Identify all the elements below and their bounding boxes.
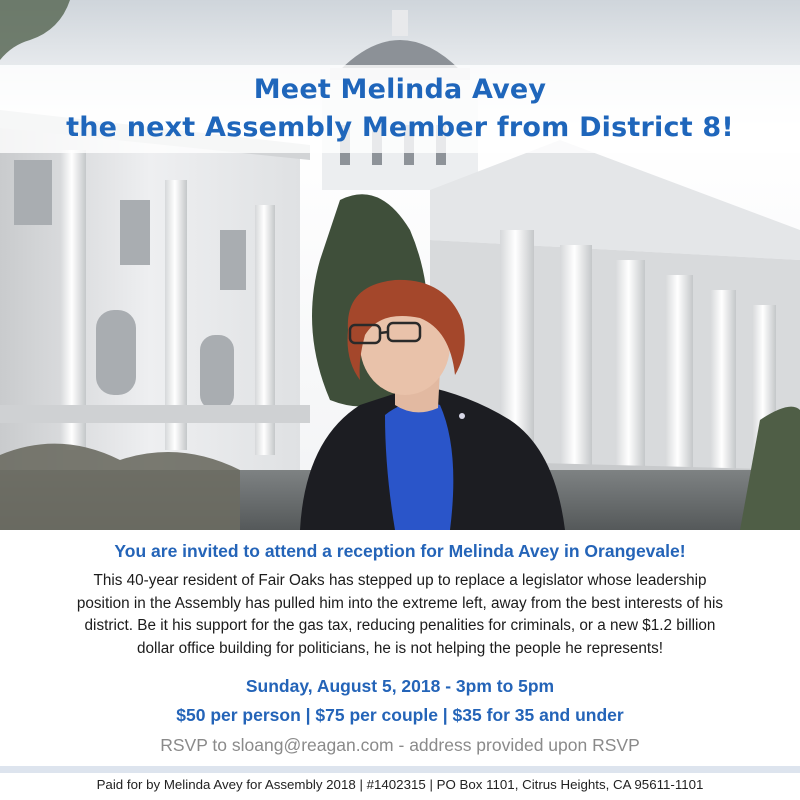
invite-heading: You are invited to attend a reception for Melinda Avey in Orangevale! xyxy=(114,541,686,561)
description-line: This 40-year resident of Fair Oaks has stepped up to replace a legislator whose leadership xyxy=(93,572,707,589)
event-date-time: Sunday, August 5, 2018 - 3pm to 5pm xyxy=(245,676,555,696)
rsvp-info: RSVP to sloang@reagan.com - address provided upon RSVP xyxy=(160,735,640,755)
title-band xyxy=(0,65,800,153)
paid-for-disclaimer: Paid for by Melinda Avey for Assembly 2018 | #1402315 | PO Box 1101, Citrus Heights, CA 95611-1101 xyxy=(96,777,704,792)
description-line: district. Be it his support for the gas tax, reducing penalities for criminals, or a new $1.2 billion xyxy=(84,617,716,634)
description-line: dollar office building for politicians, he is not helping the people he represents! xyxy=(136,639,664,657)
title-line-1: Meet Melinda Avey xyxy=(253,74,547,105)
candidate-description xyxy=(12,570,788,660)
footer-divider xyxy=(0,766,800,773)
title-line-2: the next Assembly Member from District 8! xyxy=(66,112,734,143)
left-wing xyxy=(0,110,310,480)
ticket-pricing: $50 per person | $75 per couple | $35 for 35 and under xyxy=(176,705,624,725)
description-line: position in the Assembly has pulled him into the extreme left, away from the best interests of his xyxy=(76,594,724,612)
